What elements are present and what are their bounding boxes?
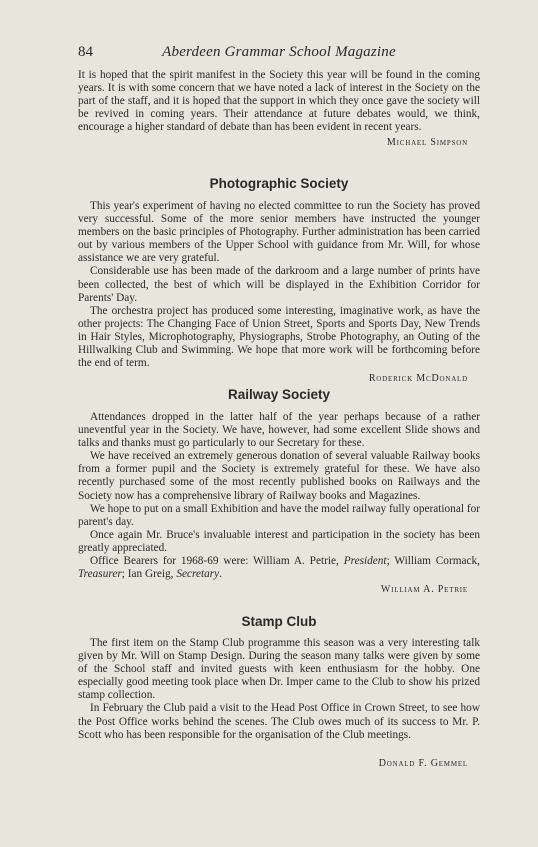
photographic-society-section [78,200,480,384]
photographic-society-title: Photographic Society [209,176,349,191]
railway-office-bearers [78,555,480,581]
railway-paragraph-1: Attendances dropped in the latter half of the year perhaps because of a rather uneventful year in the Society. We have, however, had some excellent Slide shows and talks and thanks must go particularly to our Secretary for these. [78,411,480,450]
railway-signature: William A. Petrie [380,584,468,596]
office-bearers-separator: ; William Cormack, [386,555,480,568]
office-bearers-intro: Office Bearers for 1968-69 were: William A. Petrie, [90,555,344,568]
office-bearer-role-secretary: Secretary [176,568,220,581]
stamp-club-title: Stamp Club [241,614,317,629]
debating-signature: Michael Simpson [386,137,468,149]
stamp-club-section [78,637,480,769]
office-bearers-end: . [219,568,223,581]
page-header [78,44,480,62]
photographic-paragraph-3: The orchestra project has produced some interesting, imaginative work, as have the other projects: The Changing Face of Union Street, Sports and Sports Day, New Trends in Hair Styles, Microphotography, Physiographs, Strobe Photography, an Outing of the Hillwalking Club and Swimming. We hope that more work will be forthcoming before the end of term. [78,304,480,370]
page-number: 84 [78,44,93,60]
stamp-paragraph-1: The first item on the Stamp Club programme this season was a very interesting talk given by Mr. Will on Stamp Design. During the season many talks were given by some of the School staff and invited guests with keen enthusiasm for the hobby. One especially good meeting took place when Dr. Imper came to the Club to show his prized stamp collection. [78,637,480,702]
railway-paragraph-2: We have received an extremely generous donation of several valuable Railway books from a former pupil and the Society is extremely grateful for these. We have also recently purchased some of the most recently published books on Railways and the Society now has a comprehensive library of Railway books and Magazines. [78,450,480,502]
stamp-paragraph-2: In February the Club paid a visit to the Head Post Office in Crown Street, to see how the Post Office works behind the scenes. The Club owes much of its success to Mr. P. Scott who has been responsible for the organisation of the Club meetings. [78,702,480,741]
office-bearer-role-treasurer: Treasurer [78,568,122,581]
railway-paragraph-4: Once again Mr. Bruce's invaluable interest and participation in the society has been greatly appreciated. [78,528,480,554]
railway-society-section [78,411,480,595]
photographic-paragraph-2: Considerable use has been made of the darkroom and a large number of prints have been collected, the best of which will be displayed in the Exhibition Corridor for Parents' Day. [78,265,480,304]
office-bearer-role-president: President [343,555,387,568]
railway-paragraph-3: We hope to put on a small Exhibition and have the model railway fully operational for parent's day. [78,502,480,528]
stamp-signature: Donald F. Gemmel [378,757,468,769]
office-bearers-separator: ; Ian Greig, [121,568,177,581]
railway-society-title: Railway Society [227,387,331,402]
running-head: Aberdeen Grammar School Magazine [162,44,396,60]
debating-society-section [78,69,480,148]
photographic-signature: Roderick McDonald [368,373,468,385]
debating-paragraph-1: It is hoped that the spirit manifest in the Society this year will be found in the coming years. It is with some concern that we have noted a lack of interest in the Society on the part of the staff, and it is hoped that the support in which they once gave the society will be revived in coming years. Their attendance at future debates would, we think, encourage a higher standard of debate than has been evident in recent years. [78,69,480,134]
photographic-paragraph-1: This year's experiment of having no elected committee to run the Society has proved very successful. Some of the more senior members have instructed the younger members on the basic principles of Photography. Further administration has been carried out by various members of the Upper School with guidance from Mr. Will, for whose assistance we are very grateful. [78,200,480,265]
